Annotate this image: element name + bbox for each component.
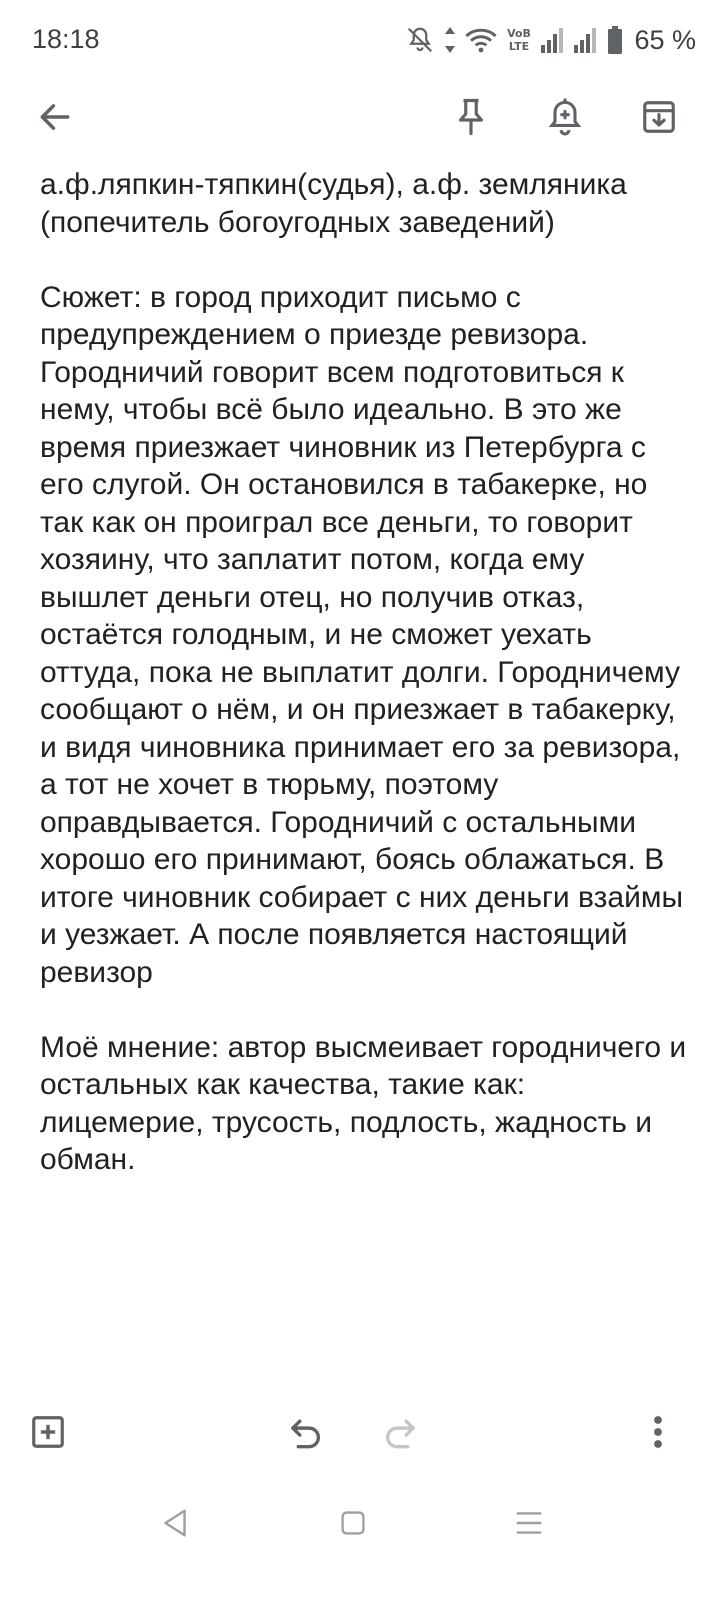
svg-text:VoB: VoB <box>507 27 532 40</box>
system-recents-button[interactable] <box>494 1490 564 1560</box>
note-paragraph: а.ф.ляпкин-тяпкин(судья), а.ф. земляника (попечитель богоугодных заведений) <box>40 168 627 239</box>
note-paragraph: Сюжет: в город приходит письмо с предупреждением о приезде ревизора. Городничий говорит всем подготовиться к нему, чтобы всё было идеально. В это же время приезжает чиновник из Петербурга с его слугой. Он остановился в табакерке, но так как он проиграл все деньги, то говорит хозяину, что заплатит потом, когда ему вышлет деньги отец, но получив отказ, остаётся голодным, и не сможет уехать оттуда, пока не выплатит долги. Городничему сообщают о нём, и он приезжает в табакерку, и видя чиновника принимает его за ревизора, а тот не хочет в тюрьму, поэтому оправдывается. Городничий с остальными хорошо его принимают, боясь облажаться. В итоге чиновник собирает с них деньги взаймы и уезжает. А после появляется настоящий ревизор <box>40 280 684 989</box>
redo-icon <box>381 1415 419 1454</box>
add-reminder-icon <box>546 97 584 142</box>
archive-icon <box>640 98 678 141</box>
mute-icon <box>405 25 435 55</box>
system-navigation-bar <box>0 1490 720 1560</box>
back-button[interactable] <box>22 86 88 152</box>
add-box-icon <box>29 1413 67 1456</box>
more-vert-icon <box>652 1414 664 1455</box>
undo-button[interactable] <box>274 1398 338 1470</box>
pin-icon <box>453 97 489 142</box>
volte-icon <box>506 25 532 55</box>
status-time: 18:18 <box>32 24 100 54</box>
pin-button[interactable] <box>438 86 504 152</box>
note-toolbar <box>0 86 720 152</box>
archive-button[interactable] <box>626 86 692 152</box>
editor-bottom-bar <box>0 1398 720 1470</box>
paragraph-spacer <box>40 241 690 279</box>
svg-text:LTE: LTE <box>509 40 530 53</box>
system-home-button[interactable] <box>318 1490 388 1560</box>
note-paragraph: Моё мнение: автор высмеивает городничего и остальных как качества, такие как: лицемерие, трусость, подлость, жадность и обман. <box>40 1030 687 1176</box>
wifi-icon <box>465 26 497 54</box>
nav-home-icon <box>340 1510 366 1541</box>
arrow-back-icon <box>36 98 74 141</box>
battery-percent: 65 % <box>634 24 696 55</box>
more-options-button[interactable] <box>626 1398 690 1470</box>
data-transfer-icon <box>444 26 456 54</box>
note-text-area[interactable] <box>40 166 690 1179</box>
system-back-button[interactable] <box>140 1490 210 1560</box>
redo-button[interactable] <box>368 1398 432 1470</box>
signal-icon <box>541 27 565 53</box>
battery-icon <box>607 26 623 54</box>
nav-back-icon <box>161 1508 189 1543</box>
paragraph-spacer <box>40 991 690 1029</box>
undo-icon <box>287 1415 325 1454</box>
reminder-button[interactable] <box>532 86 598 152</box>
add-content-button[interactable] <box>16 1398 80 1470</box>
status-bar <box>0 0 720 80</box>
status-icons <box>405 22 696 58</box>
signal-icon <box>574 27 598 53</box>
nav-recents-icon <box>514 1510 544 1541</box>
